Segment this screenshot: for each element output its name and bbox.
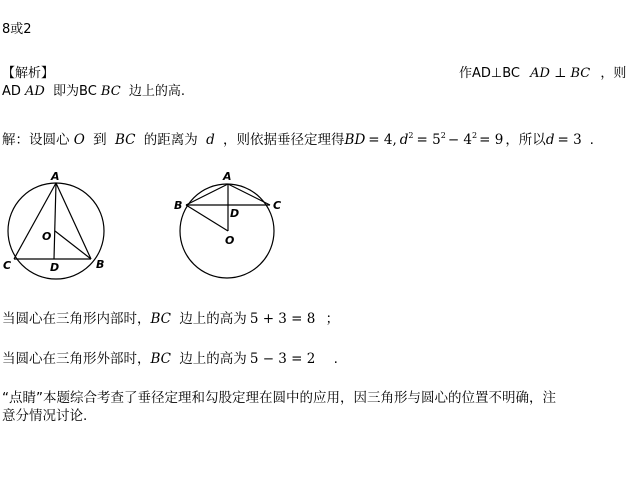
line2-suffix: 边上的高. — [128, 84, 185, 99]
hint-suffix: ，则 — [600, 66, 627, 81]
sol-so: ，所以 — [505, 132, 546, 148]
figure-left — [0, 168, 120, 280]
sol-d3: d — [545, 132, 555, 148]
right-label-d: D — [230, 207, 240, 220]
left-side-ab — [56, 183, 91, 259]
sol-o: O — [73, 132, 85, 148]
right-side-ab — [186, 184, 228, 205]
case2-prefix: 当圆心在三角形外部时， — [2, 351, 151, 367]
answer-text: 8或2 — [2, 22, 32, 37]
case1-end: ； — [325, 311, 340, 327]
case1-expr: 5 + 3 = 8 — [249, 311, 316, 327]
figure-right — [170, 166, 285, 284]
sol-eq5: = 3 — [557, 132, 582, 148]
case1-line — [2, 311, 339, 327]
analysis-hint — [459, 66, 626, 82]
right-label-a: A — [223, 170, 232, 183]
sol-to: 到 — [93, 132, 107, 148]
right-segment-ob — [186, 205, 228, 231]
line2-math2: BC — [100, 84, 121, 99]
sol-end: . — [589, 132, 594, 148]
sol-d: d — [206, 132, 215, 148]
sol-eq4: = 9 — [479, 132, 504, 148]
case2-bc: BC — [150, 351, 172, 367]
case1-prefix: 当圆心在三角形内部时， — [2, 311, 151, 327]
solution-line: 解：设圆心 O 到 BC 的距离为 d ，则依据垂径定理得BD = 4, $d^2 = 5^2 - 4^2 = 9$ ，所以d = 3 . — [2, 131, 594, 148]
sol-eq1: = 4, — [368, 132, 397, 148]
sol-eq3: − 4 — [447, 132, 473, 148]
line2-plain: AD — [2, 84, 21, 99]
case1-bc: BC — [150, 311, 172, 327]
case1-mid: 边上的高为 — [179, 311, 247, 327]
sol-dist: 的距离为 — [143, 132, 198, 148]
line2-math: AD — [25, 84, 45, 99]
right-label-c: C — [273, 199, 282, 212]
sol-bc: BC — [114, 132, 136, 148]
left-altitude-ad — [54, 183, 56, 259]
line2-mid: 即为BC — [53, 84, 97, 99]
hint-math: AD ⊥ BC — [530, 66, 591, 81]
case2-mid: 边上的高为 — [179, 351, 247, 367]
sol-lead: 解：设圆心 — [2, 132, 70, 148]
sol-eq2: = 5 — [416, 132, 441, 148]
sol-d2: d — [399, 132, 409, 148]
case2-end: . — [333, 351, 338, 367]
left-label-c: C — [3, 259, 12, 272]
right-label-b: B — [174, 199, 183, 212]
left-side-ac — [14, 183, 56, 259]
sol-bd: BD — [344, 132, 366, 148]
left-label-d: D — [50, 261, 60, 274]
hint-prefix: 作AD⊥BC — [459, 66, 520, 81]
comment-line1: “点睛”本题综合考查了垂径定理和勾股定理在圆中的应用，因三角形与圆心的位置不明确，注 — [2, 390, 556, 406]
case2-expr: 5 − 3 = 2 — [249, 351, 316, 367]
left-label-b: B — [96, 258, 105, 271]
left-label-a: A — [51, 170, 60, 183]
left-segment-ob — [55, 231, 91, 259]
sol-rest: ，则依据垂径定理得 — [223, 132, 345, 148]
analysis-heading: 【解析】 — [2, 66, 55, 81]
left-label-o: O — [42, 230, 52, 243]
analysis-line2 — [2, 84, 185, 100]
right-side-ac — [228, 184, 270, 205]
case2-line — [2, 351, 338, 367]
comment-line2: 意分情况讨论. — [2, 408, 88, 424]
right-label-o: O — [225, 234, 235, 247]
